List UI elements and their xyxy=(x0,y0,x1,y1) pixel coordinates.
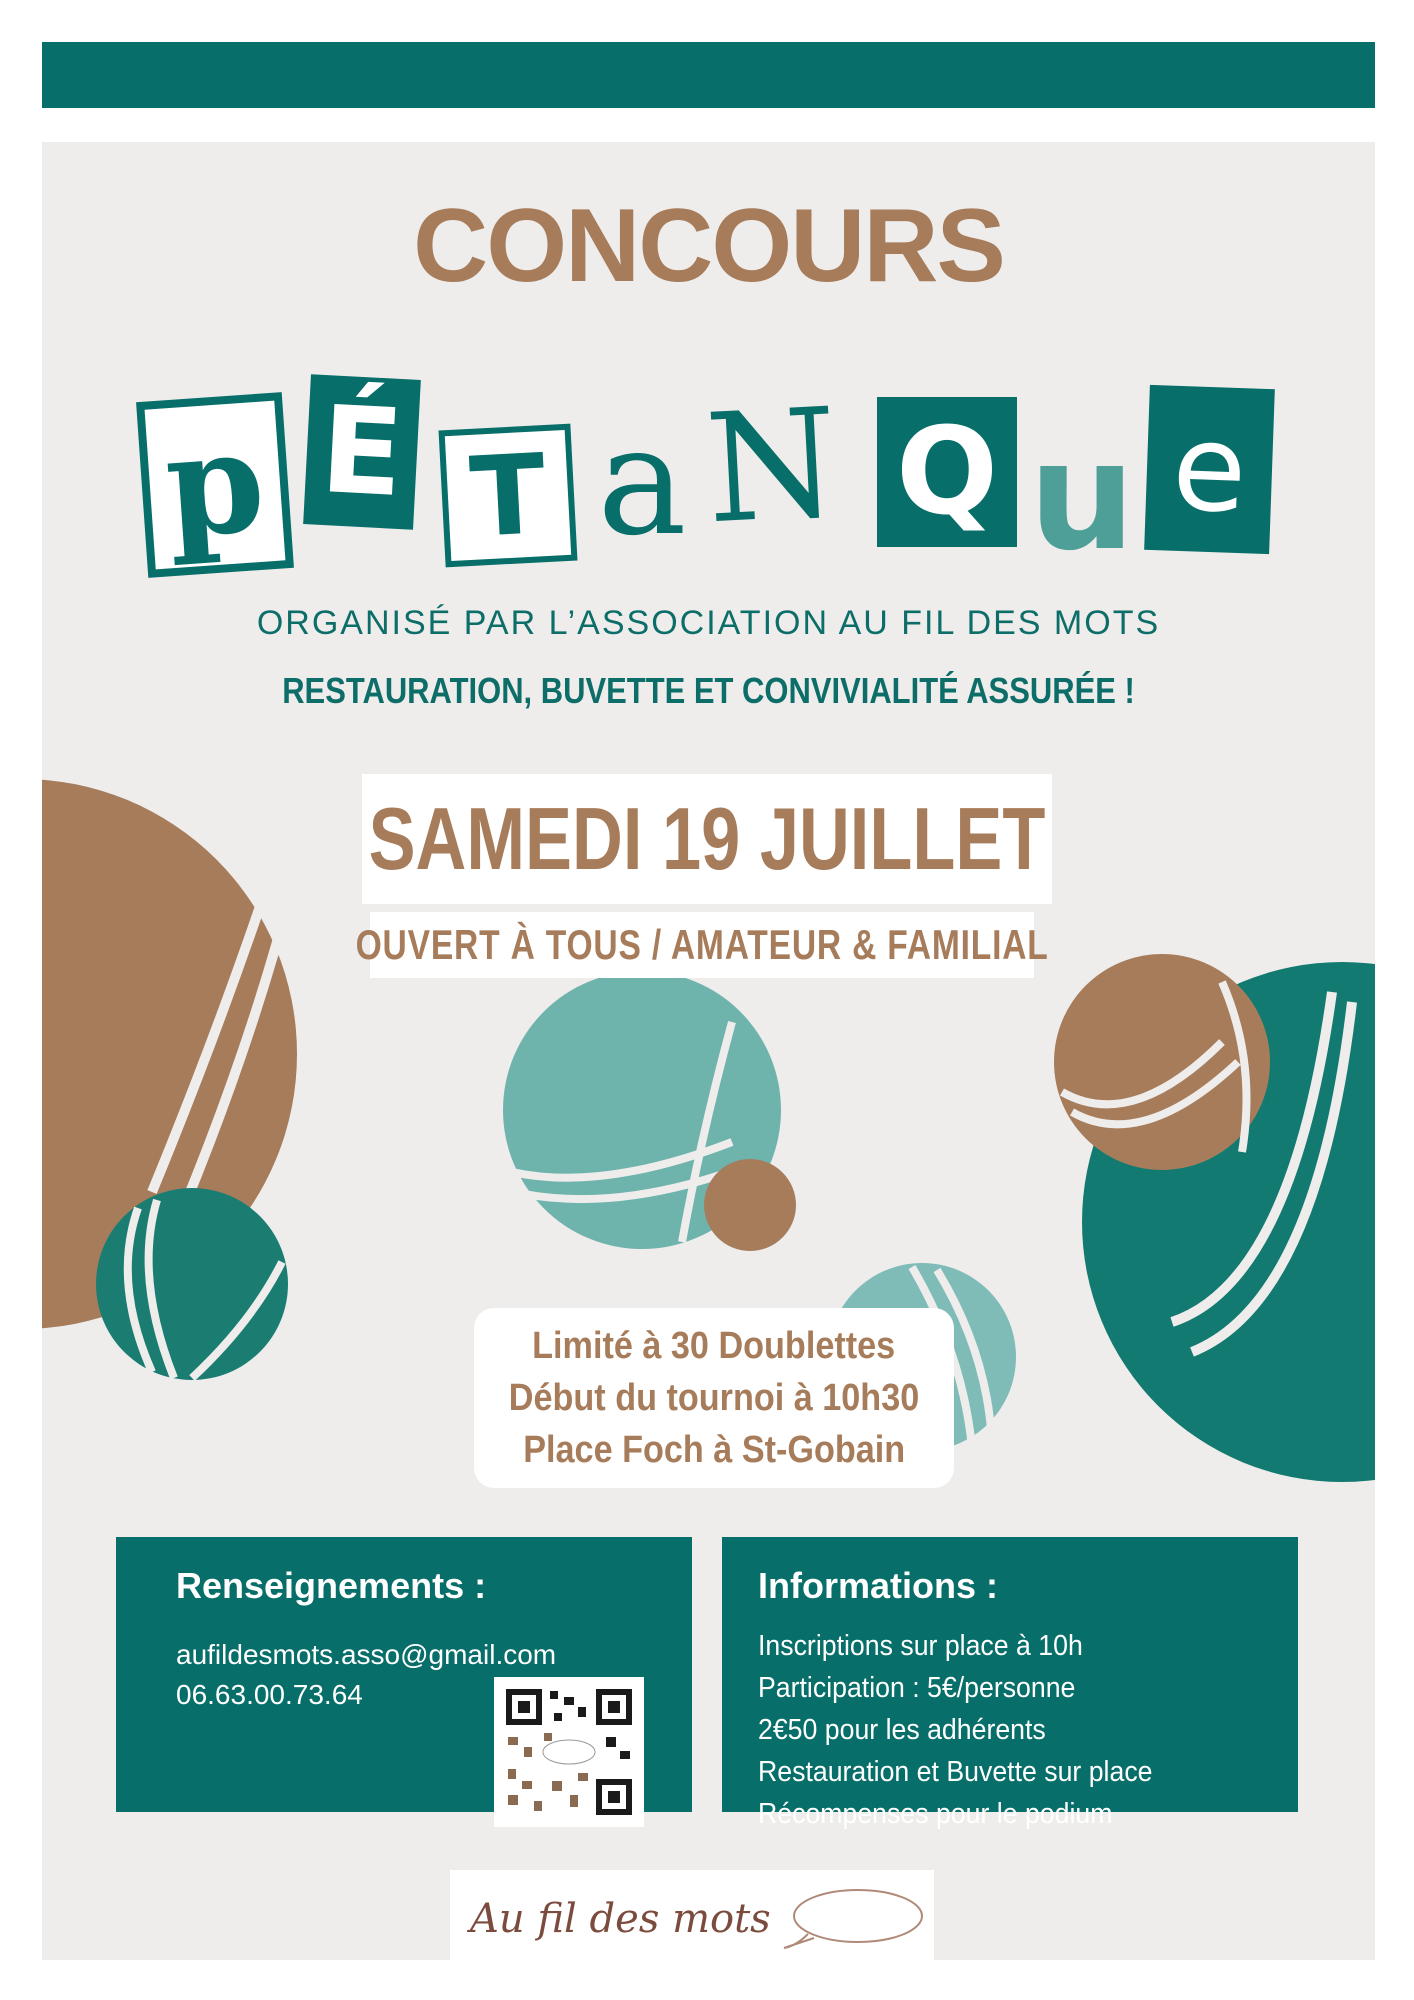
petanque-letter-e: É xyxy=(303,374,421,530)
association-logo xyxy=(450,1870,934,1960)
tournament-details-box xyxy=(474,1308,954,1488)
restauration-line: RESTAURATION, BUVETTE ET CONVIVIALITÉ ASSURÉE ! xyxy=(282,670,1135,711)
cochonnet xyxy=(704,1159,796,1251)
details-start: Début du tournoi à 10h30 xyxy=(508,1377,920,1419)
details-place: Place Foch à St-Gobain xyxy=(523,1429,905,1471)
speech-bubble-icon xyxy=(778,1882,928,1954)
audience-text: OUVERT À TOUS / AMATEUR & FAMILIAL xyxy=(355,921,1049,968)
info-item: Récompenses pour le podium xyxy=(758,1798,1113,1830)
renseignements-panel xyxy=(116,1537,692,1812)
info-item: 2€50 pour les adhérents xyxy=(758,1714,1046,1746)
audience-box xyxy=(355,912,1049,978)
petanque-letter-a: a xyxy=(597,395,687,569)
informations-title: Informations : xyxy=(758,1565,998,1606)
info-item: Inscriptions sur place à 10h xyxy=(758,1630,1083,1662)
petanque-letter-u: u xyxy=(1028,410,1136,584)
logo-text: Au fil des mots xyxy=(470,1896,771,1942)
informations-panel xyxy=(722,1537,1298,1830)
petanque-letter-t: T xyxy=(439,424,578,568)
petanque-letter-e-last: e xyxy=(1144,385,1275,554)
informations-list xyxy=(758,1625,1187,1835)
event-date: SAMEDI 19 JUILLET xyxy=(368,789,1046,888)
poster xyxy=(42,142,1375,1960)
contact-phone: 06.63.00.73.64 xyxy=(176,1679,363,1710)
info-item: Restauration et Buvette sur place xyxy=(758,1756,1153,1788)
info-item: Participation : 5€/personne xyxy=(758,1672,1076,1704)
date-box xyxy=(362,774,1052,904)
bronze-ball-right xyxy=(1054,954,1270,1170)
petanque-letter-q: Q xyxy=(877,397,1017,547)
teal-ball-left xyxy=(96,1188,288,1380)
petanque-title xyxy=(142,342,1322,592)
top-banner-bar xyxy=(42,42,1375,108)
qr-code-icon xyxy=(494,1677,644,1827)
concours-title: CONCOURS xyxy=(413,188,1004,304)
petanque-letter-n: N xyxy=(701,376,843,558)
organizer-line: ORGANISÉ PAR L’ASSOCIATION AU FIL DES MOTS xyxy=(256,604,1161,642)
petanque-letter-p: p xyxy=(136,392,294,578)
renseignements-title: Renseignements : xyxy=(176,1565,487,1606)
contact-email: aufildesmots.asso@gmail.com xyxy=(176,1639,557,1670)
details-limit: Limité à 30 Doublettes xyxy=(532,1325,896,1367)
